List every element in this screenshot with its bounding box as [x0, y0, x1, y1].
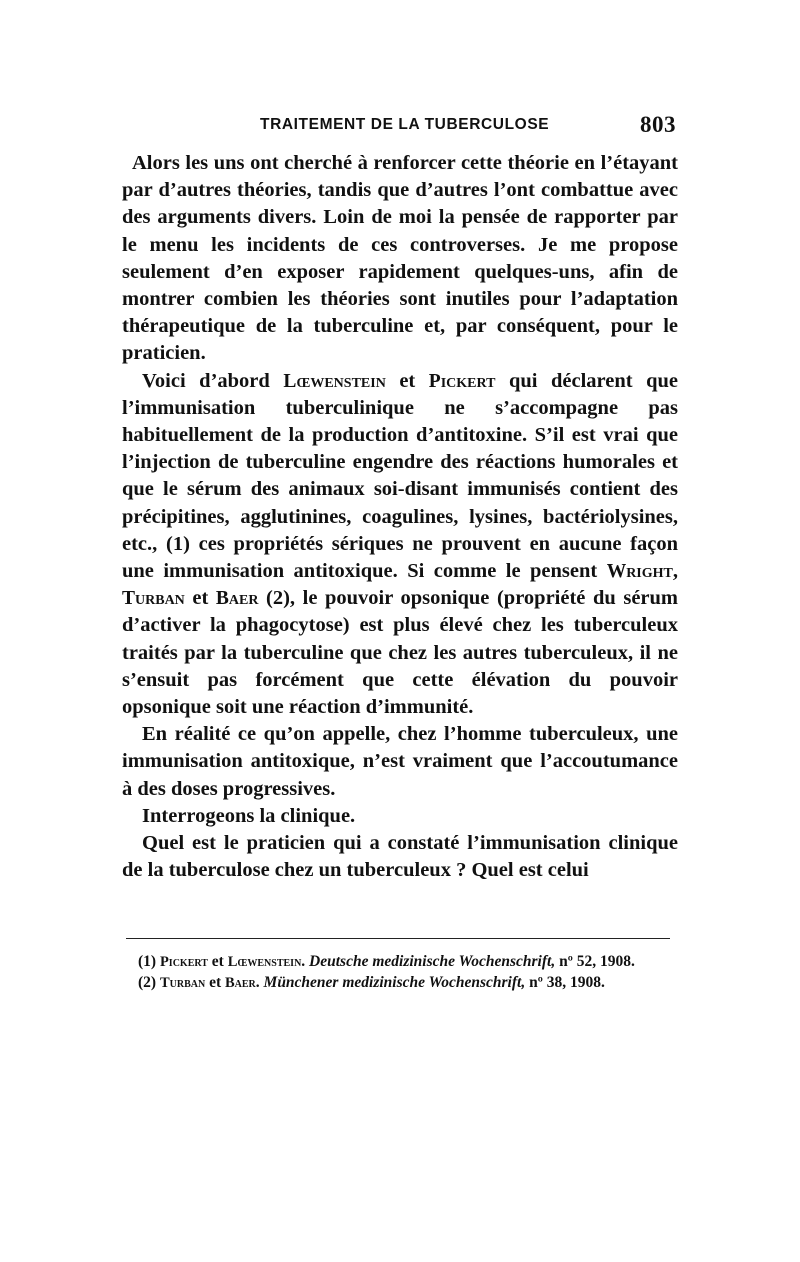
- footnote-2: [122, 973, 678, 994]
- paragraph-2-text-1: Voici d’abord: [142, 369, 284, 392]
- body-text: [122, 150, 678, 884]
- footnote-2-source: Münchener medizinische Wochenschrift,: [263, 973, 526, 991]
- paragraph-2: [122, 368, 678, 722]
- running-title: TRAITEMENT DE LA TUBERCULOSE: [260, 116, 550, 133]
- footnote-2-marker: (2): [138, 973, 160, 991]
- footnote-2-author-1: Turban: [159, 974, 206, 991]
- paragraph-2-text-3: qui déclarent que l’immunisation tuberculinique ne s’accompagne pas habituellement de la production d’antitoxine. S’il est vrai que l’injection de tuberculine engendre des réactions humorales et que le sérum des animaux soi-disant immunisés contient des précipitines, agglutinines, coagulines, lysines, bactériolysines, etc., (1) ces propriétés sériques ne prouvent en aucune façon une immunisation antitoxique. Si comme le pensent: [122, 369, 678, 583]
- footnote-2-author-2: Baer: [224, 974, 256, 991]
- author-baer: Baer: [215, 588, 259, 610]
- author-loewenstein: Lœwenstein: [283, 370, 386, 392]
- paragraph-2-text-2: et: [385, 369, 429, 392]
- footnote-1-author-1: Pickert: [159, 954, 208, 970]
- footnote-divider: [126, 938, 670, 939]
- paragraph-2-text-4: ,: [672, 560, 678, 583]
- paragraph-4: Interrogeons la clinique.: [142, 804, 356, 827]
- author-wright: Wright: [606, 561, 673, 583]
- footnote-1-join: et: [207, 953, 228, 970]
- footnote-1: [122, 952, 678, 973]
- footnote-1-marker: (1): [138, 953, 160, 970]
- footnote-2-join: et: [205, 973, 225, 991]
- running-head: [122, 112, 678, 140]
- author-turban: Turban: [122, 588, 185, 610]
- page-number: 803: [640, 112, 676, 137]
- paragraph-3: En réalité ce qu’on appelle, chez l’homme tuberculeux, une immunisation antitoxique, n’est vraiment que l’accoutumance à des doses progressives.: [122, 723, 678, 800]
- paragraph-1: Alors les uns ont cherché à renforcer cette théorie en l’étayant par d’autres théories, tandis que d’autres l’ont combattue avec des arguments divers. Loin de moi la pensée de rapporter par le menu les incidents de ces controverses. Je me propose seulement d’en exposer rapidement quelques-uns, afin de montrer combien les théories sont inutiles pour l’adaptation thérapeutique de la tuberculine et, par conséquent, pour le praticien.: [122, 152, 678, 365]
- footnote-2-ref: nº 38, 1908.: [525, 973, 605, 991]
- paragraph-2-text-6: (2), le pouvoir opsonique (propriété du sérum d’activer la phagocytose) est plus élevé chez les tuberculeux traités par la tuberculine que chez les autres tuberculeux, il ne s’ensuit pas forcément que cette élévation du pouvoir opsonique soit une réaction d’immunité.: [122, 587, 678, 719]
- footnote-2-sep: .: [255, 973, 264, 991]
- footnote-1-ref: nº 52, 1908.: [555, 953, 635, 970]
- footnotes: [122, 952, 678, 993]
- paragraph-2-text-5: et: [184, 587, 216, 610]
- author-pickert: Pickert: [428, 370, 496, 392]
- paragraph-5: Quel est le praticien qui a constaté l’immunisation clinique de la tuberculose chez un tuberculeux ? Quel est celui: [122, 832, 678, 882]
- footnote-1-sep: .: [301, 953, 310, 970]
- footnote-1-author-2: Lœwenstein: [227, 954, 302, 970]
- footnote-1-source: Deutsche medizinische Wochenschrift,: [309, 953, 556, 970]
